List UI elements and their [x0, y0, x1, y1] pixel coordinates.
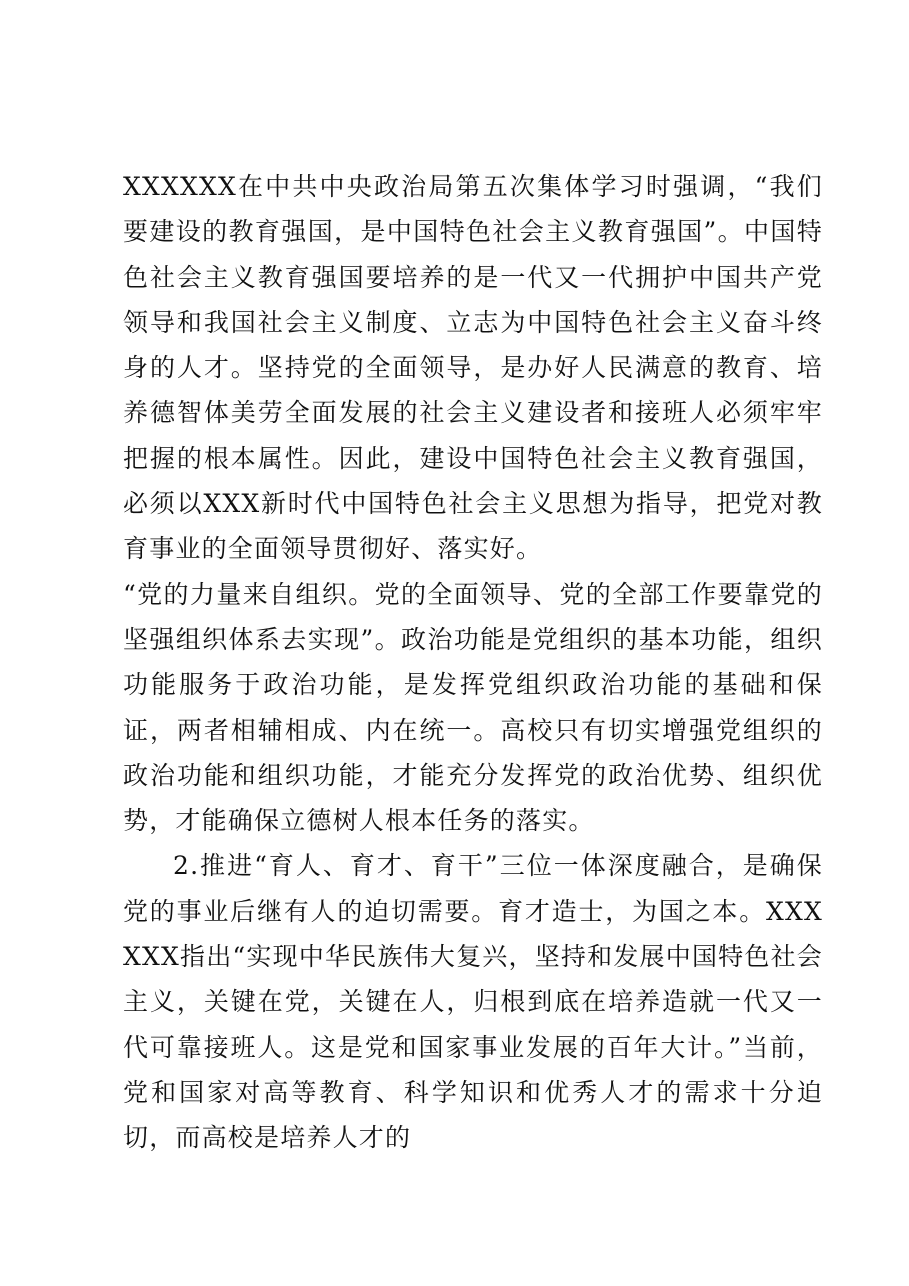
paragraph-2: “党的力量来自组织。党的全面领导、党的全部工作要靠党的坚强组织体系去实现”。政治功能是党组织的基本功能，组织功能服务于政治功能，是发挥党组织政治功能的基础和保证，两者相辅相成、内在统一。高校只有切实增强党组织的政治功能和组织功能，才能充分发挥党的政治优势、组织优势，才能确保立德树人根本任务的落实。 — [123, 579, 823, 836]
paragraph-1: XXXXXX在中共中央政治局第五次集体学习时强调，“我们要建设的教育强国，是中国特色社会主义教育强国”。中国特色社会主义教育强国要培养的是一代又一代拥护中国共产党领导和我国社会主义制度、立志为中国特色社会主义奋斗终身的人才。坚持党的全面领导，是办好人民满意的教育、培养德智体美劳全面发展的社会主义建设者和接班人必须牢牢把握的根本属性。因此，建设中国特色社会主义教育强国，必须以XXX新时代中国特色社会主义思想为指导，把党对教育事业的全面领导贯彻好、落实好。 — [123, 172, 823, 564]
body-text — [123, 164, 823, 1161]
paragraph-3: 2.推进“育人、育才、育干”三位一体深度融合，是确保党的事业后继有人的迫切需要。育才造士，为国之本。XXXXXX指出“实现中华民族伟大复兴，坚持和发展中国特色社会主义，关键在党，关键在人，归根到底在培养造就一代又一代可靠接班人。这是党和国家事业发展的百年大计。”当前，党和国家对高等教育、科学知识和优秀人才的需求十分迫切，而高校是培养人才的 — [123, 851, 823, 1153]
